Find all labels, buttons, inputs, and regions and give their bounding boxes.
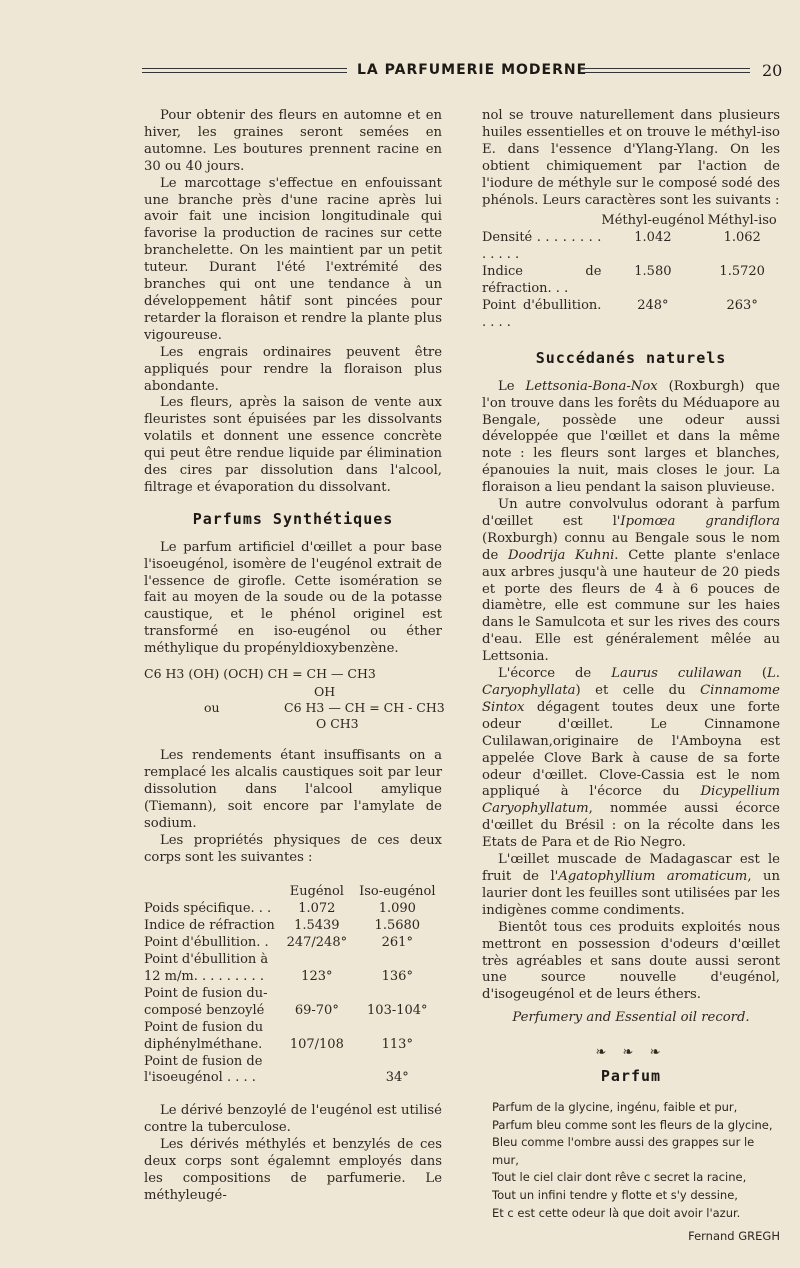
chemical-formula — [144, 664, 445, 736]
species-name: Doodrija Kuhni — [507, 547, 615, 563]
table-header-cell — [482, 213, 601, 230]
paragraph: nol se trouve naturellement dans plusieurs huiles essentielles et on trouve le méthyl-iso E. dans l'essence d'Ylang-Ylang. On les obtient chimiquement par l'action de l'iodure de méthyle sur le composé sodé des phénols. Leurs caractères sont les suivants : — [482, 108, 780, 208]
paragraph: Un autre convolvulus odorant à parfum d'œillet est l'Ipomœa grandiflora (Roxburgh) connu au Bengale sous le nom de Doodrija Kuhni. Cette plante s'enlace aux arbres jusqu'à une hauteur de 20 pieds et porte des fleurs de 4 à 6 pouces de diamètre, elle est commune sur les haies dans le Samulcota et sur les rives des cours d'eau. Elle est généralement mêlée au Lettsonia. — [482, 497, 780, 665]
formula-line-2: C6 H3 — CH = CH - CH3 — [284, 700, 445, 716]
section-title-natural: Succédanés naturels — [535, 348, 727, 367]
table-cell — [281, 986, 353, 1003]
table-cell: Point de fusion du — [144, 1019, 264, 1035]
table-cell — [281, 1070, 353, 1087]
paragraph: Le parfum artificiel d'œillet a pour base l'isoeugénol, isomère de l'eugénol extrait de l'essence de girofle. Cette isomération se fait au moyen de la soude ou de la potasse caustique, et le phénol originel est transformé en iso-eugénol ou éther méthylique du propényldioxybenzène. — [144, 539, 442, 657]
header-rule-right — [580, 68, 750, 73]
species-name: Dicypellium Caryophyllatum — [482, 784, 780, 817]
page-number: 20 — [762, 61, 783, 80]
journal-title: LA PARFUMERIE MODERNE — [357, 62, 588, 78]
table-cell: 1.062 — [723, 230, 761, 246]
table-cell — [353, 952, 442, 969]
table-cell: 103-104° — [367, 1002, 428, 1018]
table-cell: 136° — [381, 968, 413, 984]
paragraph: L'œillet muscade de Madagascar est le fruit de l'Agatophyllium aromaticum, un laurier dont les feuilles sont utilisées par les indigènes comme condiments. — [482, 852, 781, 918]
poem-line: Parfum bleu comme sont les fleurs de la glycine, — [492, 1117, 773, 1132]
poem-line: Tout le ciel clair dont rêve c secret la racine, — [492, 1170, 747, 1185]
properties-table-eugenol — [144, 884, 442, 1087]
table-cell — [281, 1054, 353, 1071]
table-cell: 69-70° — [294, 1002, 339, 1018]
table-header-cell: Eugénol — [289, 884, 344, 900]
species-name: L. Caryophyllata — [482, 666, 780, 698]
right-column — [482, 108, 780, 1245]
paragraph: Les rendements étant insuffisants on a remplacé les alcalis caustiques soit par leur dissolution dans l'alcool amylique (Tiemann), soit encore par l'amylate de sodium. — [144, 748, 442, 831]
table-cell: 107/108 — [289, 1036, 344, 1052]
header-rule-left — [142, 68, 347, 73]
table-cell: 1.580 — [634, 264, 672, 280]
table-cell — [281, 1020, 353, 1037]
formula-line-1: C6 H3 (OH) (OCH) CH = CH — CH3 — [144, 666, 376, 682]
table-cell — [353, 1054, 442, 1071]
table-row — [144, 901, 442, 918]
table-cell: l'isoeugénol . . . . — [144, 1070, 256, 1086]
species-name: Lettsonia-Bona-Nox — [525, 378, 658, 394]
running-header — [142, 58, 788, 88]
table-cell: 1.042 — [634, 230, 672, 246]
section-title-synthetic: Parfums Synthétiques — [192, 509, 394, 528]
table-row — [144, 1037, 442, 1054]
table-cell: 1.5680 — [374, 918, 421, 934]
species-name: Agatophyllium aromaticum — [558, 868, 748, 884]
table-cell: Poids spécifique. . . — [144, 901, 272, 917]
poem-line: Parfum de la glycine, ingénu, faible et pur, — [492, 1099, 738, 1114]
formula-ou: ou — [204, 700, 220, 716]
paragraph: Les engrais ordinaires peuvent être appliqués pour rendre la floraison plus abondante. — [144, 344, 442, 394]
table-cell: 263° — [726, 297, 758, 313]
table-row — [482, 264, 780, 298]
table-row — [144, 1054, 442, 1071]
poem-author: Fernand GREGH — [688, 1229, 780, 1244]
table-row — [144, 969, 442, 986]
species-name: Ipomœa grandiflora — [620, 513, 780, 529]
paragraph: Le marcottage s'effectue en enfouissant une branche près d'une racine après lui avoir fait une incision longitudinale qui favorise la production de racines sur cette branchelette. On les maintient par un petit tuteur. Durant l'été l'extrémité des branches qui ont une tendance à un développement hâtif sont pincées pour retarder la floraison et rendre la plante plus vigoureuse. — [144, 175, 442, 343]
table-cell: diphénylméthane. — [144, 1036, 263, 1052]
formula-oh: OH — [314, 684, 336, 700]
left-column — [144, 108, 445, 1205]
table-cell — [281, 952, 353, 969]
paragraph: Pour obtenir des fleurs en automne et en hiver, les graines seront semées en automne. Les boutures prennent racine en 30 ou 40 jours. — [144, 108, 442, 174]
table-row — [144, 1003, 442, 1020]
table-cell: Point de fusion de — [144, 1053, 263, 1069]
ornament-divider: ❧ ❧ ❧ — [595, 1045, 667, 1061]
table-header-row — [144, 884, 442, 901]
table-row — [144, 1020, 442, 1037]
table-cell — [353, 1020, 442, 1037]
table-cell: 1.5439 — [294, 918, 340, 934]
table-cell: Indice de réfraction. . . — [482, 264, 602, 297]
source-citation: Perfumery and Essential oil record. — [512, 1010, 750, 1026]
poem-line: Tout un infini tendre y flotte et s'y dessine, — [492, 1187, 738, 1202]
table-row — [482, 298, 780, 332]
table-cell: Point d'ébullition à — [144, 952, 269, 968]
poem-line: Et c est cette odeur là que doit avoir l'azur. — [492, 1205, 741, 1220]
table-row — [144, 1070, 442, 1087]
paragraph: Les propriétés physiques de ces deux corps sont les suivantes : — [144, 832, 442, 865]
table-header-cell — [144, 884, 281, 901]
table-header-cell: Méthyl-iso — [707, 213, 777, 229]
table-row — [144, 986, 442, 1003]
table-cell: 261° — [381, 935, 413, 951]
species-name: Cinnamome Sintox — [482, 683, 780, 715]
paragraph: L'écorce de Laurus culilawan (L. Caryophyllata) et celle du Cinnamome Sintox dégagent toutes deux une forte odeur d'œillet. Le Cinnamone Culilawan,originaire de l'Amboyna est appelée Clove Bark à cause de sa forte odeur d'œillet. Clove-Cassia est le nom appliqué à l'écorce du Dicypellium Caryophyllatum, nommée aussi écorce d'œillet du Brésil : on la récolte dans les Etats de Para et de Rio Negro. — [482, 666, 780, 851]
properties-table-methyl — [482, 213, 780, 331]
table-cell: 1.090 — [378, 901, 416, 917]
table-row — [144, 918, 442, 935]
species-name: Laurus culilawan — [611, 666, 742, 682]
table-cell: Densité . . . . . . . . . . . . . — [482, 230, 602, 263]
table-cell: Point de fusion du- — [144, 985, 268, 1001]
paragraph: Les dérivés méthylés et benzylés de ces deux corps sont égalemnt employés dans les compositions de parfumerie. Le méthyleugé- — [144, 1137, 442, 1203]
table-header-row — [482, 213, 780, 230]
table-cell — [353, 986, 442, 1003]
table-cell: composé benzoylé — [144, 1002, 265, 1018]
table-cell: 123° — [301, 968, 333, 984]
paragraph: Le dérivé benzoylé de l'eugénol est utilisé contre la tuberculose. — [144, 1103, 442, 1136]
formula-och3: O CH3 — [316, 716, 359, 732]
table-cell: Point d'ébullition. . . . . — [482, 297, 602, 330]
poem-line: Bleu comme l'ombre aussi des grappes sur le mur, — [492, 1135, 755, 1167]
table-cell: Point d'ébullition. . — [144, 935, 269, 951]
table-row — [482, 230, 780, 264]
paragraph: Bientôt tous ces produits exploités nous mettront en possession d'odeurs d'œillet très agréables et sans doute aussi seront une source nouvelle d'eugénol, d'isogeugénol et de leurs éthers. — [482, 919, 780, 1003]
paragraph: Les fleurs, après la saison de vente aux fleuristes sont épuisées par les dissolvants volatils et donnent une essence concrète qui peut être rendue liquide par élimination des cires par dissolution dans l'alcool, filtrage et évaporation du dissolvant. — [144, 395, 442, 495]
table-cell: Indice de réfraction — [144, 918, 275, 934]
table-cell: 34° — [385, 1070, 409, 1086]
table-header-cell: Iso-eugénol — [359, 884, 436, 900]
table-cell: 248° — [637, 297, 669, 313]
table-cell: 1.072 — [298, 901, 336, 917]
table-cell: 1.5720 — [719, 264, 765, 280]
table-row — [144, 935, 442, 952]
poem-title: Parfum — [600, 1067, 662, 1086]
table-cell: 12 m/m. . . . . . . . . — [144, 968, 264, 984]
table-row — [144, 952, 442, 969]
table-header-cell: Méthyl-eugénol — [601, 213, 705, 229]
table-cell: 247/248° — [286, 935, 348, 951]
table-cell: 113° — [381, 1036, 413, 1052]
paragraph: Le Lettsonia-Bona-Nox (Roxburgh) que l'on trouve dans les forêts du Méduapore au Bengale, possède une odeur aussi développée que l'œillet et dans la même note : les fleurs sont larges et blanches, épanouies la nuit, mais closes le jour. La floraison a lieu pendant la saison pluvieuse. — [482, 378, 780, 496]
poem — [492, 1099, 780, 1222]
